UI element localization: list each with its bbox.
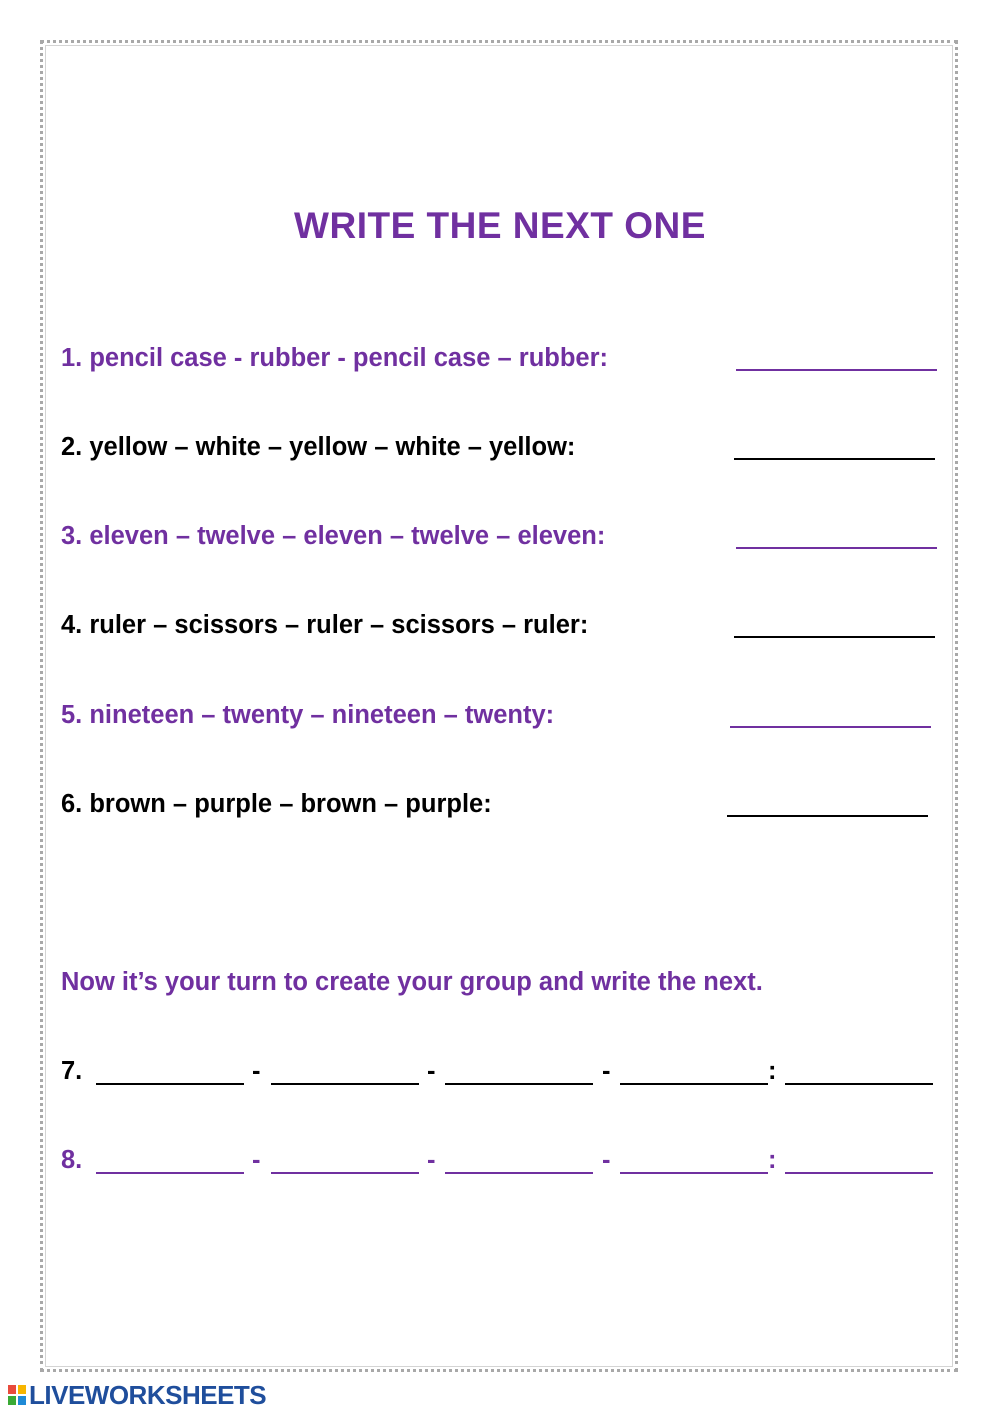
exercise-item-2 bbox=[61, 433, 575, 462]
colored-blocks-icon bbox=[8, 1385, 26, 1405]
exercise-item-4 bbox=[61, 611, 588, 640]
blank-field[interactable] bbox=[785, 1083, 933, 1085]
exercise-text: 2. yellow – white – yellow – white – yellow: bbox=[61, 433, 576, 461]
exercise-text: 6. brown – purple – brown – purple: bbox=[61, 790, 492, 818]
row-number: 8. bbox=[61, 1146, 83, 1174]
answer-blank-6[interactable] bbox=[727, 815, 928, 817]
exercise-item-6 bbox=[61, 790, 492, 819]
blank-field[interactable] bbox=[445, 1083, 593, 1085]
blank-field[interactable] bbox=[96, 1172, 244, 1174]
blank-field[interactable] bbox=[96, 1083, 244, 1085]
exercise-text: 3. eleven – twelve – eleven – twelve – eleven: bbox=[61, 522, 606, 550]
exercise-item-3 bbox=[61, 522, 605, 551]
brand-name: LIVEWORKSHEETS bbox=[29, 1379, 267, 1410]
dash-separator: - bbox=[602, 1057, 611, 1085]
answer-blank-3[interactable] bbox=[736, 547, 937, 549]
exercise-text: 1. pencil case - rubber - pencil case – rubber: bbox=[61, 344, 609, 372]
worksheet-title: WRITE THE NEXT ONE bbox=[294, 205, 706, 246]
answer-blank-2[interactable] bbox=[734, 458, 935, 460]
row-number: 7. bbox=[61, 1057, 83, 1085]
exercise-text: 4. ruler – scissors – ruler – scissors – ruler: bbox=[61, 611, 589, 639]
dash-separator: - bbox=[252, 1057, 261, 1085]
blank-field[interactable] bbox=[620, 1172, 768, 1174]
dash-separator: - bbox=[427, 1057, 436, 1085]
exercise-item-5 bbox=[61, 701, 554, 730]
colon-separator: : bbox=[768, 1146, 777, 1174]
blank-field[interactable] bbox=[271, 1172, 419, 1174]
blank-field[interactable] bbox=[445, 1172, 593, 1174]
dash-separator: - bbox=[602, 1146, 611, 1174]
colon-separator: : bbox=[768, 1057, 777, 1085]
answer-blank-1[interactable] bbox=[736, 369, 937, 371]
dash-separator: - bbox=[427, 1146, 436, 1174]
blank-field[interactable] bbox=[620, 1083, 768, 1085]
liveworksheets-logo[interactable] bbox=[8, 1380, 266, 1410]
exercise-text: 5. nineteen – twenty – nineteen – twenty: bbox=[61, 701, 555, 729]
blank-field[interactable] bbox=[271, 1083, 419, 1085]
blank-field[interactable] bbox=[785, 1172, 933, 1174]
answer-blank-5[interactable] bbox=[730, 726, 931, 728]
exercise-item-1 bbox=[61, 344, 608, 373]
dash-separator: - bbox=[252, 1146, 261, 1174]
instruction-text: Now it’s your turn to create your group and write the next. bbox=[61, 968, 763, 996]
answer-blank-4[interactable] bbox=[734, 636, 935, 638]
